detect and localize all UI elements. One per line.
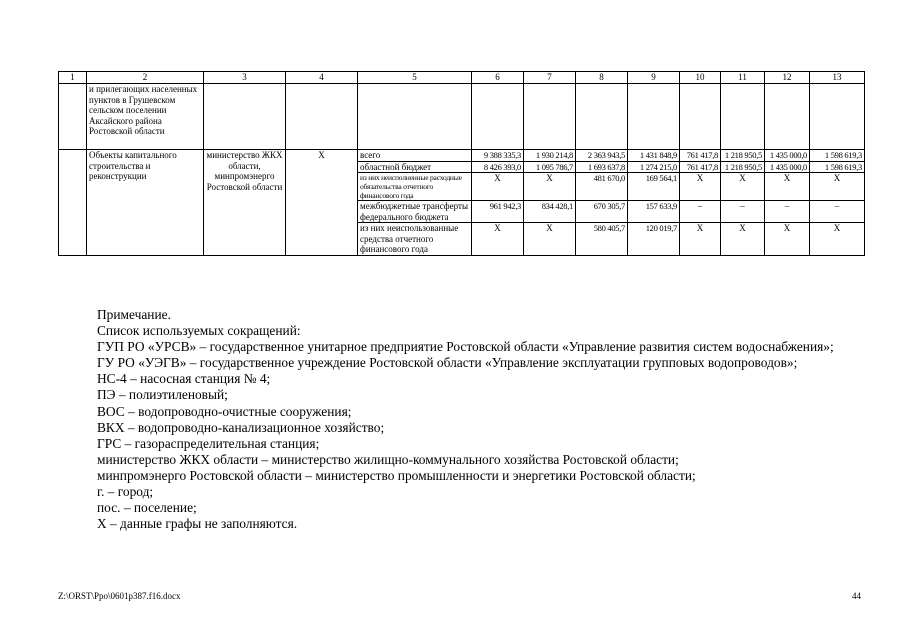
col-header: 13 bbox=[810, 72, 865, 84]
cell-value: 961 942,3 bbox=[472, 201, 524, 223]
col-header: 11 bbox=[721, 72, 765, 84]
cell-value: 1 274 215,0 bbox=[628, 161, 680, 173]
cell-value: 1 693 637,8 bbox=[576, 161, 628, 173]
abbreviation-item: минпромэнерго Ростовской области – министерство промышленности и энергетики Ростовской области; bbox=[97, 467, 696, 483]
cell-label: из них неисполненные расходные обязательства отчетного финансового года bbox=[358, 173, 472, 201]
notes-section bbox=[58, 307, 861, 532]
abbreviation-item: пос. – поселение; bbox=[97, 500, 197, 516]
col-header: 7 bbox=[524, 72, 576, 84]
page-number: 44 bbox=[852, 591, 861, 601]
cell-value: 1 435 000,0 bbox=[765, 161, 810, 173]
cell-value: 761 417,8 bbox=[680, 161, 721, 173]
abbreviation-item: ПЭ – полиэтиленовый; bbox=[97, 387, 228, 403]
abbreviation-item: г. – город; bbox=[97, 484, 154, 500]
abbreviation-item: ГУ РО «УЭГВ» – государственное учреждение Ростовской области «Управление эксплуатации групповых водопроводов»; bbox=[97, 355, 798, 371]
col-header: 6 bbox=[472, 72, 524, 84]
cell-value: 157 633,9 bbox=[628, 201, 680, 223]
cell-label: областной бюджет bbox=[358, 161, 472, 173]
abbreviation-item: ГРС – газораспределительная станция; bbox=[97, 435, 320, 451]
col-header: 12 bbox=[765, 72, 810, 84]
col-header: 8 bbox=[576, 72, 628, 84]
cell-value: X bbox=[765, 173, 810, 201]
cell-value: X bbox=[721, 173, 765, 201]
col-header: 1 bbox=[59, 72, 87, 84]
cell-label: из них неиспользованные средства отчетного финансового года bbox=[358, 223, 472, 256]
cell-value: X bbox=[721, 223, 765, 256]
col-header: 5 bbox=[358, 72, 472, 84]
cell-value: 1 095 786,7 bbox=[524, 161, 576, 173]
cell-value: 169 564,1 bbox=[628, 173, 680, 201]
cell-value: 1 435 000,0 bbox=[765, 150, 810, 162]
cell-value: X bbox=[810, 223, 865, 256]
cell-value: X bbox=[524, 173, 576, 201]
cell-value: X bbox=[810, 173, 865, 201]
cell-x: X bbox=[286, 150, 358, 256]
cell-label: всего bbox=[358, 150, 472, 162]
cell-value: – bbox=[810, 201, 865, 223]
abbreviation-item: ВОС – водопроводно-очистные сооружения; bbox=[97, 403, 352, 419]
footer-file-path: Z:\ORST\Ppo\0601p387.f16.docx bbox=[58, 591, 181, 601]
cell-value: – bbox=[721, 201, 765, 223]
cell-value: X bbox=[472, 223, 524, 256]
notes-title: Примечание. bbox=[97, 307, 171, 322]
cell-value: 580 405,7 bbox=[576, 223, 628, 256]
cell-value: X bbox=[680, 223, 721, 256]
cell-name: Объекты капитального строительства и реконструкции bbox=[87, 150, 204, 256]
cell-value: 1 431 848,9 bbox=[628, 150, 680, 162]
cell-value: 670 305,7 bbox=[576, 201, 628, 223]
col-header: 3 bbox=[204, 72, 286, 84]
cell-value: X bbox=[680, 173, 721, 201]
cell-value: 761 417,8 bbox=[680, 150, 721, 162]
cell-value: 8 426 393,0 bbox=[472, 161, 524, 173]
cell-value: X bbox=[472, 173, 524, 201]
col-header: 2 bbox=[87, 72, 204, 84]
col-header: 9 bbox=[628, 72, 680, 84]
cell-value: 120 019,7 bbox=[628, 223, 680, 256]
abbreviation-item: ВКХ – водопроводно-канализационное хозяйство; bbox=[97, 419, 385, 435]
table-row bbox=[59, 84, 865, 150]
col-header: 10 bbox=[680, 72, 721, 84]
abbreviation-item: X – данные графы не заполняются. bbox=[97, 516, 298, 532]
cell-name: и прилегающих населенных пунктов в Грушевском сельском поселении Аксайского района Ростовской области bbox=[87, 84, 204, 150]
cell-value: 1 930 214,8 bbox=[524, 150, 576, 162]
cell-value: 1 218 950,5 bbox=[721, 161, 765, 173]
table-row bbox=[59, 150, 865, 162]
cell-value: 481 670,0 bbox=[576, 173, 628, 201]
cell-label: межбюджетные трансферты федерального бюджета bbox=[358, 201, 472, 223]
abbreviation-item: ГУП РО «УРСВ» – государственное унитарное предприятие Ростовской области «Управление развития систем водоснабжения»; bbox=[97, 339, 834, 355]
cell-value: 1 218 950,5 bbox=[721, 150, 765, 162]
cell-value: – bbox=[680, 201, 721, 223]
cell-value: – bbox=[765, 201, 810, 223]
cell-value: 9 388 335,3 bbox=[472, 150, 524, 162]
budget-table bbox=[58, 71, 865, 256]
cell-value: 834 428,1 bbox=[524, 201, 576, 223]
cell-value: X bbox=[524, 223, 576, 256]
table-header-row bbox=[59, 72, 865, 84]
notes-list-intro: Список используемых сокращений: bbox=[97, 323, 301, 339]
cell-value: X bbox=[765, 223, 810, 256]
abbreviation-item: НС-4 – насосная станция № 4; bbox=[97, 371, 271, 387]
cell-executor: министерство ЖКХ области, минпромэнерго Ростовской области bbox=[204, 150, 286, 256]
cell-value: 1 598 619,3 bbox=[810, 150, 865, 162]
cell-value: 1 598 619,3 bbox=[810, 161, 865, 173]
abbreviation-item: министерство ЖКХ области – министерство жилищно-коммунального хозяйства Ростовской области; bbox=[97, 451, 679, 467]
cell-value: 2 363 943,5 bbox=[576, 150, 628, 162]
col-header: 4 bbox=[286, 72, 358, 84]
